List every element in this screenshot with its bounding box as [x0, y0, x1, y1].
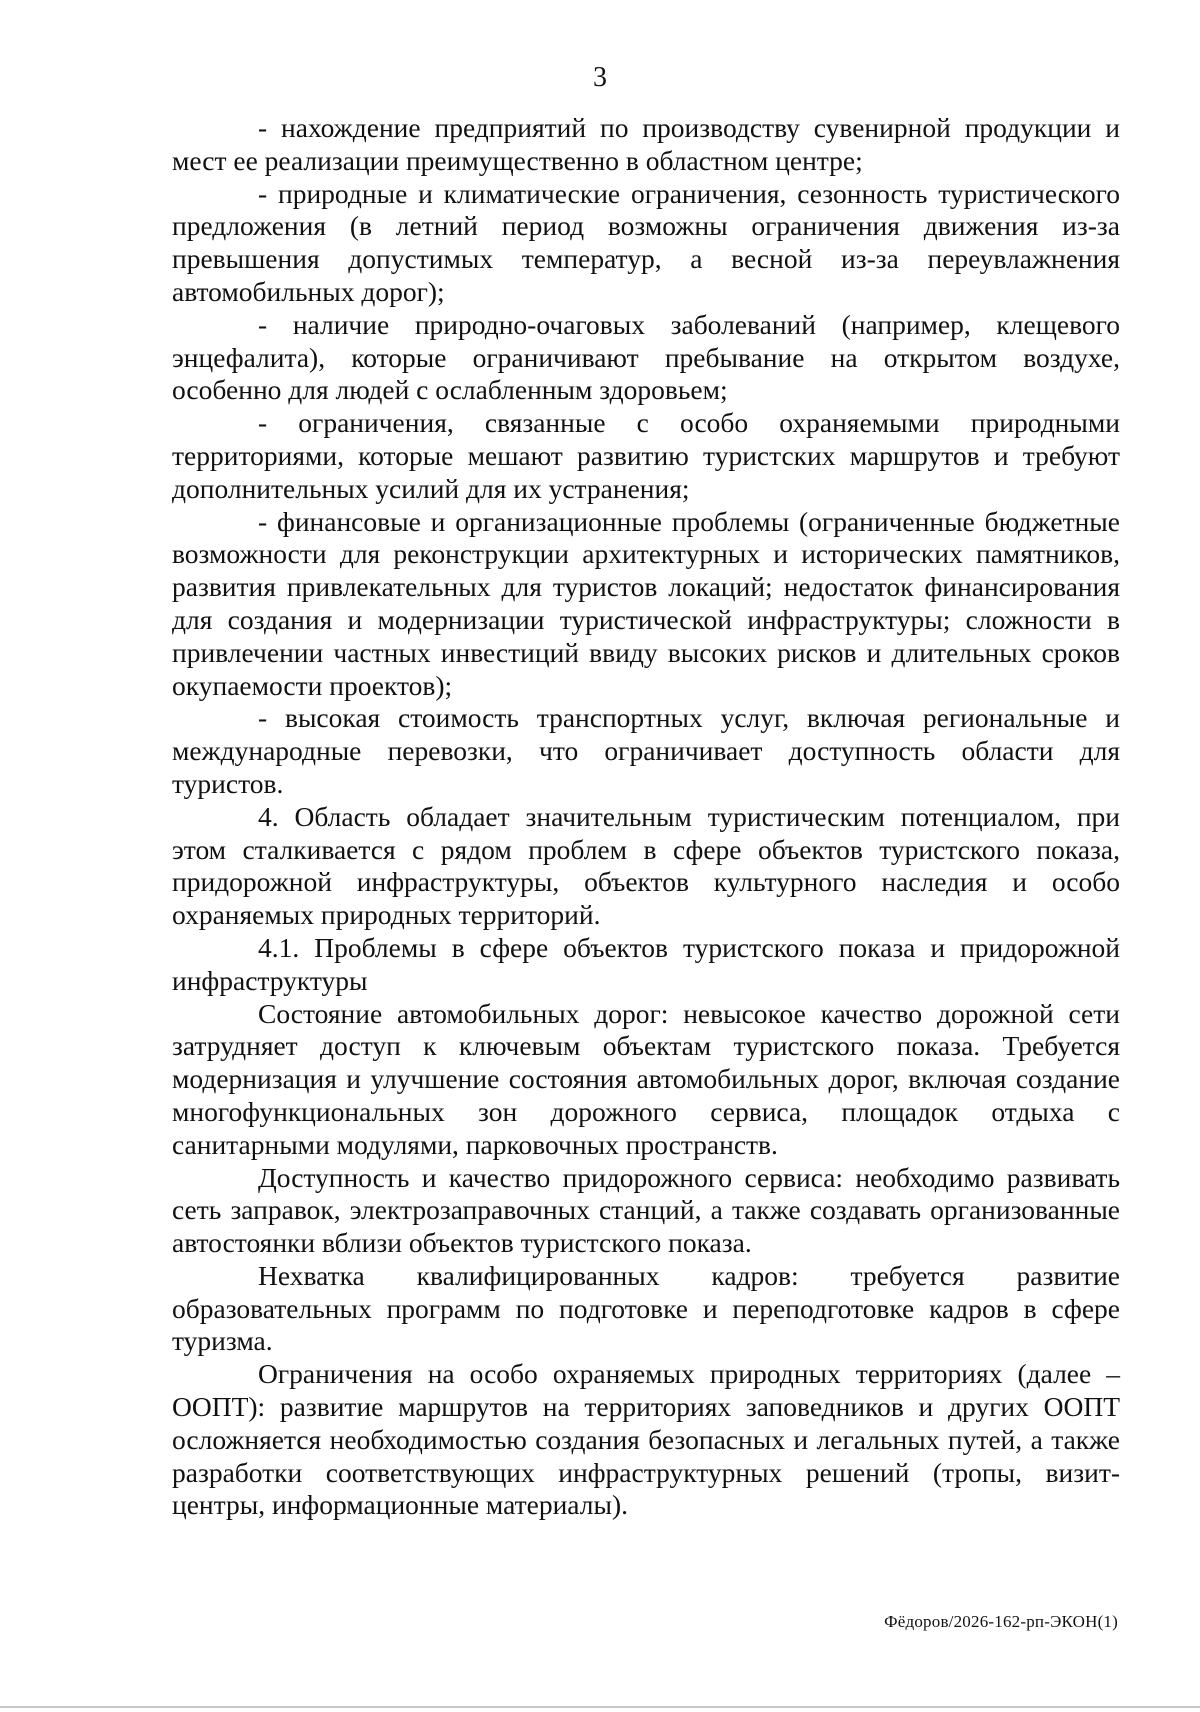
paragraph-road-condition: Состояние автомобильных дорог: невысокое качество дорожной сети затрудняет доступ к ключевым объектам туристского показа. Требуется модернизация и улучшение состояния автомобильных дорог, включая создание многофункциональных зон дорожного сервиса, площадок отдыха с санитарными модулями, парковочных пространств. [172, 997, 1120, 1160]
paragraph-section-4-1-heading: 4.1. Проблемы в сфере объектов туристского показа и придорожной инфраструктуры [172, 931, 1120, 996]
scan-edge-line [0, 1706, 1200, 1708]
document-body [172, 112, 1120, 1522]
document-registration-code: Фёдоров/2026-162-рп-ЭКОН(1) [884, 1612, 1118, 1631]
paragraph-souvenir-production: - нахождение предприятий по производству сувенирной продукции и мест ее реализации преимущественно в областном центре; [172, 112, 1120, 176]
paragraph-protected-areas-routes: Ограничения на особо охраняемых природных территориях (далее – ООПТ): развитие маршрутов на территориях заповедников и других ООПТ осложняется необходимостью создания безопасных и легальных путей, а также разработки соответствующих инфраструктурных решений (тропы, визит-центры, информационные материалы). [172, 1358, 1120, 1521]
paragraph-transport-costs: - высокая стоимость транспортных услуг, включая региональные и международные перевозки, что ограничивает доступность области для туристов. [172, 702, 1120, 799]
paragraph-natural-focal-diseases: - наличие природно-очаговых заболеваний (например, клещевого энцефалита), которые ограничивают пребывание на открытом воздухе, особенно для людей с ослабленным здоровьем; [172, 308, 1120, 406]
paragraph-protected-territories-limits: - ограничения, связанные с особо охраняемыми природными территориями, которые мешают развитию туристских маршрутов и требуют дополнительных усилий для их устранения; [172, 407, 1120, 504]
paragraph-roadside-service: Доступность и качество придорожного сервиса: необходимо развивать сеть заправок, электрозаправочных станций, а также создавать организованные автостоянки вблизи объектов туристского показа. [172, 1161, 1120, 1259]
paragraph-financial-problems: - финансовые и организационные проблемы (ограниченные бюджетные возможности для реконструкции архитектурных и исторических памятников, развития привлекательных для туристов локаций; недостаток финансирования для создания и модернизации туристической инфраструктуры; сложности в привлечении частных инвестиций ввиду высоких рисков и длительных сроков окупаемости проектов); [172, 505, 1120, 701]
paragraph-staff-shortage: Нехватка квалифицированных кадров: требуется развитие образовательных программ по подготовке и переподготовке кадров в сфере туризма. [172, 1259, 1120, 1357]
page-number: 3 [593, 62, 607, 93]
paragraph-climatic-limitations: - природные и климатические ограничения, сезонность туристического предложения (в летний период возможны ограничения движения из-за превышения допустимых температур, а весной из-за переувлажнения автомобильных дорог); [172, 177, 1120, 307]
paragraph-section-4: 4. Область обладает значительным туристическим потенциалом, при этом сталкивается с рядом проблем в сфере объектов туристского показа, придорожной инфраструктуры, объектов культурного наследия и особо охраняемых природных территорий. [172, 800, 1120, 931]
